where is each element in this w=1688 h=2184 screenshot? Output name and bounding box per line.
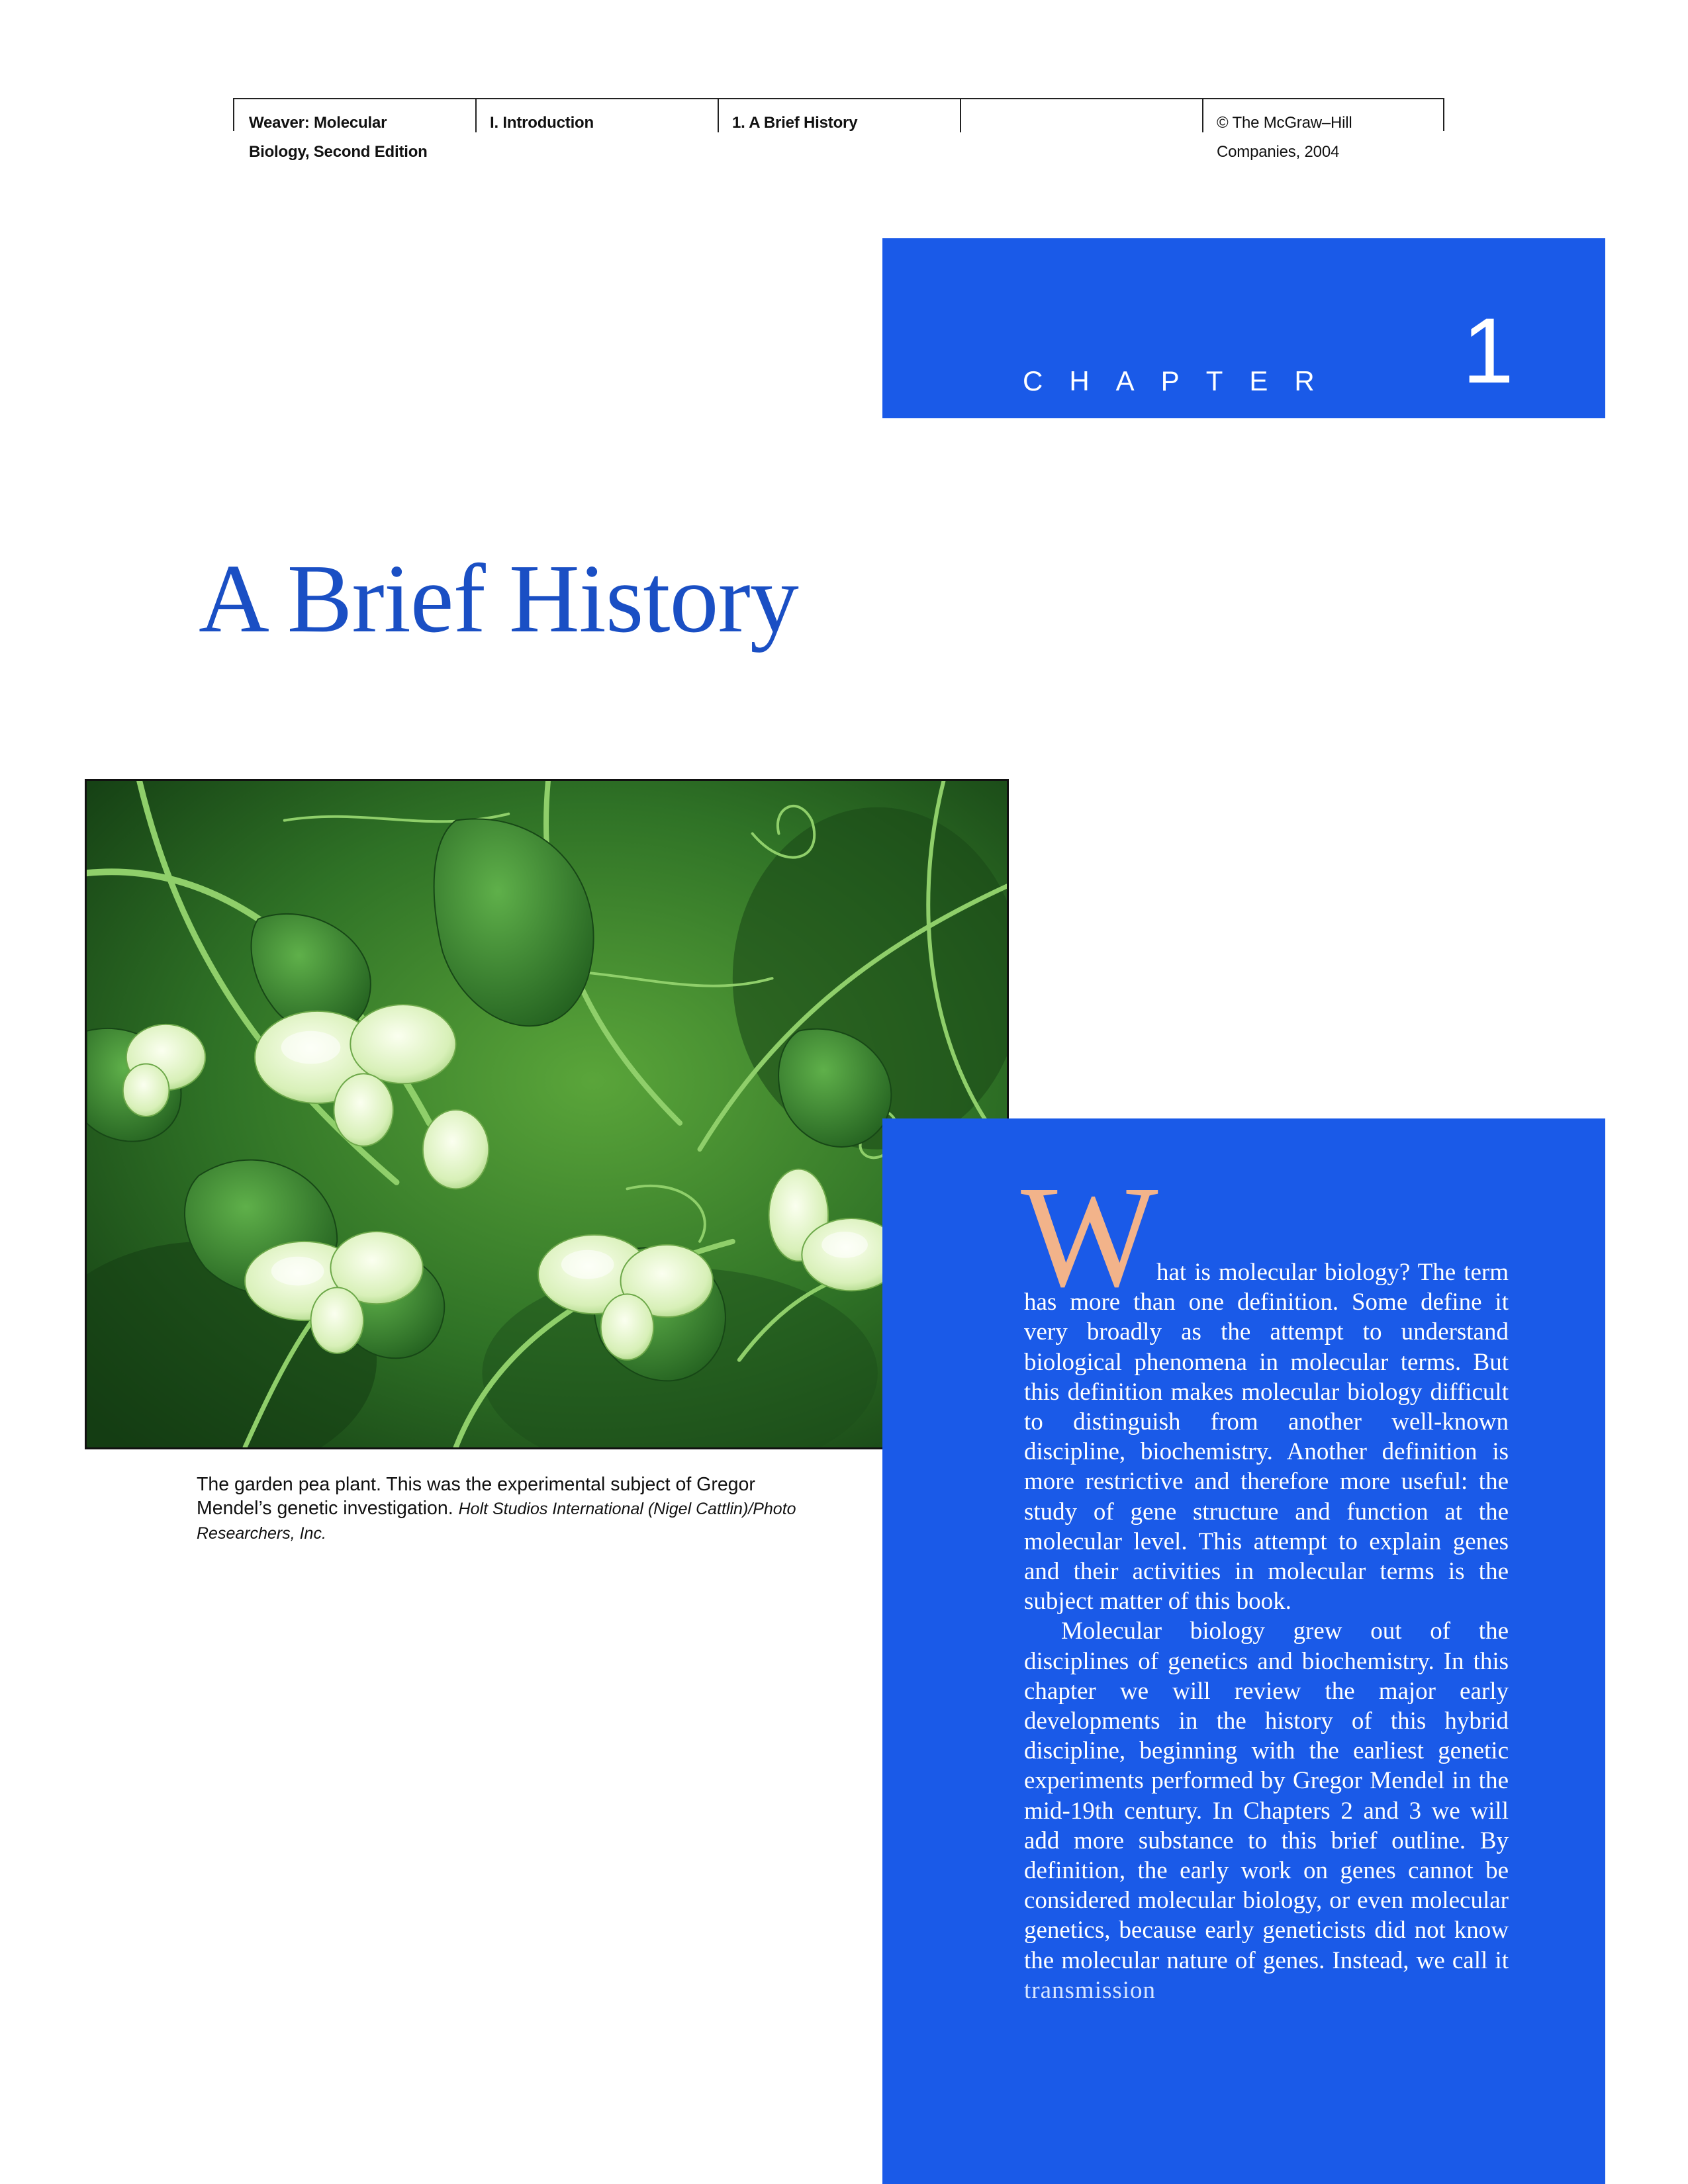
chapter-banner <box>882 238 1605 418</box>
header-col-copyright <box>1202 99 1203 132</box>
drop-cap: W <box>1021 1156 1158 1317</box>
header-part: I. Introduction <box>490 114 594 132</box>
intro-paragraph-1: hat is molecular biology? The term has more than one definition. Some define it very broadly as the attempt to understand biological phenomena in molecular terms. But this definition makes molecular biology difficult to distinguish from another well-known discipline, biochemistry. Another definition is more restrictive and therefore more useful: the study of gene structure and function at the molecular level. This attempt to explain genes and their activities in molecular terms is the subject matter of this book. <box>1024 1259 1509 1615</box>
caption-text: The garden pea plant. This was the experimental subject of Gregor Mendel’s genetic investigation. <box>197 1474 755 1519</box>
pea-plant-photo <box>85 779 1009 1449</box>
chapter-number: 1 <box>1462 298 1514 402</box>
header-copyright-line2: Companies, 2004 <box>1217 143 1340 161</box>
term-transmission: transmission <box>1024 1976 1156 2004</box>
figure-caption <box>197 1473 832 1545</box>
header-col-chapter <box>718 99 719 132</box>
header-book-line1: Weaver: Molecular <box>249 114 387 132</box>
intro-text <box>1024 1257 1509 2005</box>
photo-credit: Holt Studios International (Nigel Cattlin)/Photo Researchers, Inc. <box>197 1500 796 1543</box>
header-col-part <box>475 99 477 132</box>
header-chapter: 1. A Brief History <box>732 114 858 132</box>
intro-paragraph-2-text: Molecular biology grew out of the disciplines of genetics and biochemistry. In this chapter we will review the major early developments in the history of this hybrid discipline, beginning with the earliest genetic experiments performed by Gregor Mendel in the mid-19th century. In Chapters 2 and 3 we will add more substance to this brief outline. By definition, the early work on genes cannot be considered molecular biology, or even molecular genetics, because early geneticists did not know the molecular nature of genes. Instead, we call it <box>1024 1617 1509 1974</box>
pea-plant-image <box>87 781 1007 1447</box>
header-book-line2: Biology, Second Edition <box>249 143 428 161</box>
header-copyright-line1: © The McGraw–Hill <box>1217 114 1352 132</box>
header-col-blank <box>960 99 961 132</box>
chapter-title: A Brief History <box>199 545 798 653</box>
chapter-label: CHAPTER <box>1023 365 1341 396</box>
intro-paragraph-2 <box>1024 1616 1509 2005</box>
